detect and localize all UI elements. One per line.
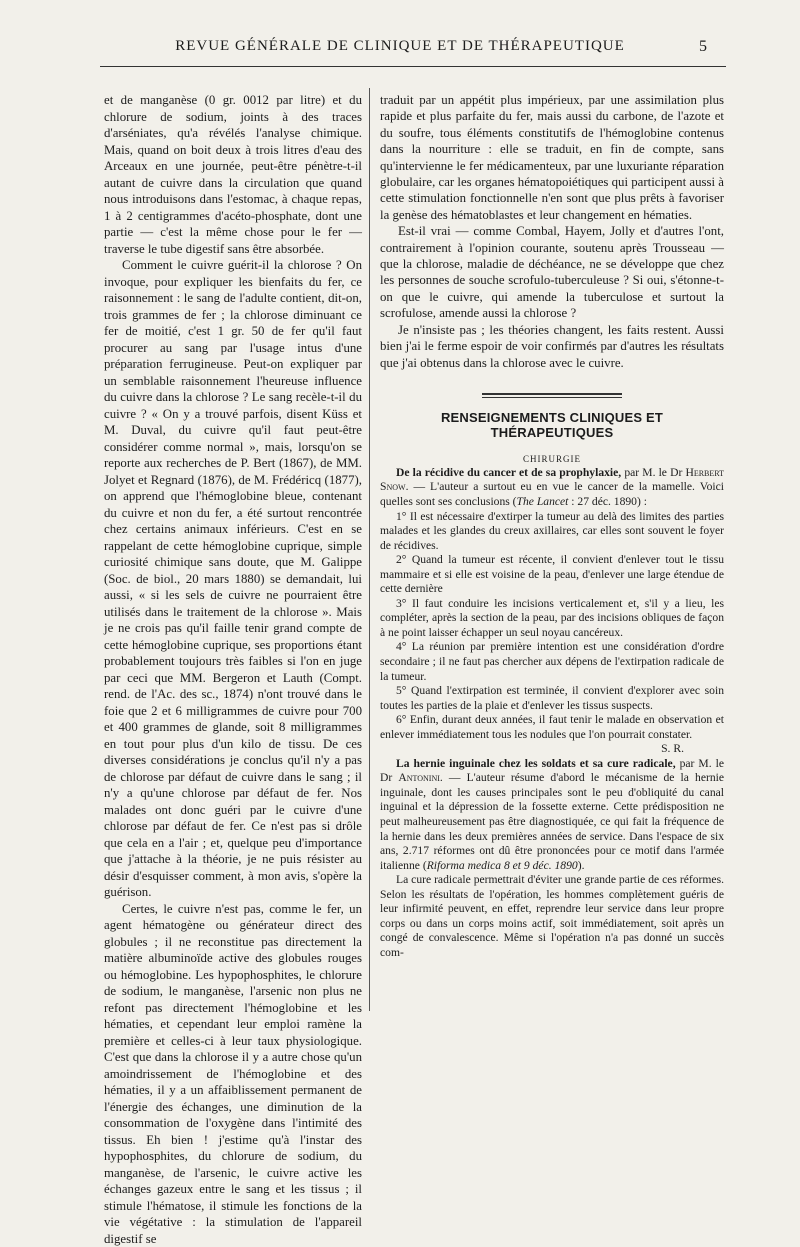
article-hernia <box>380 757 724 961</box>
article-cancer-intro-text: . — L'auteur a surtout eu en vue le cancer de la mamelle. Voici quelles sont ses conclusions ( <box>380 480 724 508</box>
article-cancer-point-4: 4° La réunion par première intention est une considération d'ordre secondaire ; il ne faut pas chercher aux dépens de l'extirpation radicale de la tumeur. <box>380 640 724 684</box>
article-hernia-author: Antonini <box>398 771 440 784</box>
article-cancer-author: Herbert Snow <box>380 466 724 494</box>
article-hernia-body: . — L'auteur résume d'abord le mécanisme de la hernie inguinale, dont les causes principales sont le peu d'obliquité du canal inguinal et la dépression de la fossette externe. Cette prédisposition ne peut malheureusement pas être diagnostiquée, ce qui fait la fréquence de la hernie dans les deux premières années de service. Dans l'espace de six ans, 2.717 réformes ont dû être prononcées pour ce motif dans l'armée italienne ( <box>380 771 724 871</box>
running-title: REVUE GÉNÉRALE DE CLINIQUE ET DE THÉRAPEUTIQUE <box>0 38 800 55</box>
left-paragraph-3: Certes, le cuivre n'est pas, comme le fer, un agent hématogène ou générateur direct des globules ; il ne reconstitue pas directement la matière albuminoïde active des globules rouges ou hémoglobine. Les hypophosphites, le chlorure de sodium, le manganèse, l'arsenic non plus ne refont pas directement l'hémoglobine et les hématies, et cependant leur emploi ramène la première et celles-ci à leur taux physiologique. C'est que dans la chlorose il y a autre chose qu'un amoindrissement de l'hémoglobine et des hématies, il y a un affaiblissement permanent de l'énergie des échanges, une diminution de la consommation de l'oxygène dans l'intimité des tissus. Eh bien ! j'estime qu'à l'instar des hypophosphites, du chlorure de sodium, du manganèse, de l'arsenic, le cuivre active les échanges gazeux entre le sang et les tissus ; il stimule l'hématose, il stimule les fonctions de la vie végétative : la stimulation de l'appareil digestif se <box>104 901 362 1247</box>
right-paragraph-3: Je n'insiste pas ; les théories changent, les faits restent. Aussi bien j'ai le ferme espoir de voir confirmés par d'autres les résultats que j'ai obtenus dans la chlorose avec le cuivre. <box>380 322 724 371</box>
article-hernia-intro <box>380 757 724 873</box>
header-rule <box>100 66 726 67</box>
column-divider <box>369 88 370 1011</box>
right-column <box>380 92 724 961</box>
section-ornament <box>482 393 622 398</box>
right-paragraph-1: traduit par un appétit plus impérieux, par une assimilation plus rapide et plus parfaite du fer, mais aussi du carbone, de l'azote et du soufre, tous éléments constitutifs de l'hémoglobine contenus dans la nourriture : elle se traduit, en fin de compte, sans qu'intervienne le fer médicamenteux, par une luxuriante réparation globulaire, car les organes hématopoiétiques qui participent aussi à cette stimulation fonctionnelle n'en sont que plus prêts à favoriser la genèse des hématoblastes et leur changement en hématies. <box>380 92 724 223</box>
article-cancer-source: The Lancet <box>517 495 569 508</box>
article-hernia-title: La hernie inguinale chez les soldats et sa cure radicale, <box>396 757 676 770</box>
article-hernia-source: Riforma medica 8 et 9 déc. 1890 <box>427 859 578 872</box>
article-cancer-point-6: 6° Enfin, durant deux années, il faut tenir le malade en observation et enlever immédiatement tous les nodules que l'on pourrait constater. <box>380 713 724 742</box>
left-column <box>104 92 362 1247</box>
article-cancer-point-3: 3° Il faut conduire les incisions verticalement et, s'il y a lieu, les compléter, après la section de la peau, par des incisions obliques de façon à ne point laisser échapper un seul noyau cancéreux. <box>380 597 724 641</box>
article-cancer <box>380 466 724 757</box>
article-cancer-signature: S. R. <box>380 742 724 757</box>
page-number: 5 <box>699 38 707 56</box>
article-hernia-byline: par M. le Dr <box>380 757 724 785</box>
right-paragraph-2: Est-il vrai — comme Combal, Hayem, Jolly et d'autres l'ont, contrairement à l'opinion courante, soutenu après Trousseau — que la chlorose, maladie de déchéance, ne se développe que chez les personnes de souche scrofulo-tuberculeuse ? Si oui, s'étonne-t-on que le cuivre, qui amende la tuberculose et surtout la scrofulose, amende aussi la chlorose ? <box>380 223 724 321</box>
section-heading: RENSEIGNEMENTS CLINIQUES ET THÉRAPEUTIQUES <box>380 410 724 440</box>
right-top-text <box>380 92 724 371</box>
article-cancer-point-2: 2° Quand la tumeur est récente, il convient d'enlever tout le tissu mammaire et si elle est voisine de la peau, d'enlever une large étendue de cette dernière <box>380 553 724 597</box>
article-hernia-paragraph-2: La cure radicale permettrait d'éviter une grande partie de ces réformes. Selon les résultats de l'opération, les hommes complètement guéris de leur infirmité peuvent, en effet, reprendre leur service dans leur propre corps ou dans un corps moins actif, soit immédiatement, soit après un congé de convalescence. Même si l'opération n'a pas donné un succès com- <box>380 873 724 960</box>
article-cancer-byline: par M. le Dr <box>621 466 685 479</box>
article-cancer-point-1: 1° Il est nécessaire d'extirper la tumeur au delà des limites des parties malades et les glandes du creux axillaires, car elles sont souvent le foyer de récidives. <box>380 510 724 554</box>
article-cancer-title: De la récidive du cancer et de sa prophylaxie, <box>396 466 621 479</box>
article-hernia-body-end: ). <box>578 859 585 872</box>
section-subheading: CHIRURGIE <box>380 454 724 464</box>
article-cancer-date: : 27 déc. 1890) : <box>568 495 647 508</box>
article-cancer-intro <box>380 466 724 510</box>
left-paragraph-2: Comment le cuivre guérit-il la chlorose ? On invoque, pour expliquer les bienfaits du fer, ce raisonnement : le sang de l'adulte contient, dit-on, trois grammes de fer ; la chlorose diminuant ce fer de moitié, c'est 1 gr. 50 de fer qu'il faut procurer au sang par l'usage intus d'une préparation ferrugineuse. Peut-on expliquer par un semblable raisonnement l'heureuse influence du cuivre dans la chlorose ? Le sang recèle-t-il du cuivre ? « On y a trouvé parfois, disent Küss et M. Duval, du cuivre qu'il faut peut-être considérer comme normal », mais, lorsqu'on se reporte aux recherches de P. Bert (1867), de MM. Jolyet et Regnard (1876), de M. Frédéricq (1877), on apprend que l'hémoglobine bleue, contenant du cuivre et non du fer, a été surtout rencontrée chez certains animaux inférieurs. C'est en se rappelant de cette hémoglobine cuprique, simple curiosité chimique sans doute, que M. Galippe (Soc. de biol., 20 mars 1880) se demandait, lui aussi, « si les sels de cuivre ne pourraient être utilisés dans le traitement de la chlorose ». Mais je ne crois pas qu'il faille tenir grand compte de cette hémoglobine cuprique, ses proportions étant probablement toujours très faibles si l'on en juge par ceci que MM. Bergeron et Lauth (Compt. rend. de l'Ac. des sc., 1874) n'ont trouvé dans le foie que 2 et 6 milligrammes de cuivre pour 700 et 400 grammes de glande, soit 8 milligrammes en tout pour plus d'un kilo de tissu. De ces diverses considérations je conclus qu'il n'y a pas de chlorose par défaut de cuivre dans le sang ; il n'y a qu'une chlorose par défaut de fer. Nos malades ont donc guéri par le cuivre d'une chlorose par défaut de fer. Ce n'est pas si drôle que cela en a l'air ; et, quelque peu d'importance que j'attache à la théorie, je ne puis résister au désir d'esquisser comment, à mon avis, s'opère la guérison. <box>104 257 362 901</box>
ornament-rule-thick <box>482 393 622 395</box>
article-cancer-point-5: 5° Quand l'extirpation est terminée, il convient d'explorer avec soin toutes les parties de la plaie et d'enlever les tissus suspects. <box>380 684 724 713</box>
ornament-rule-thin <box>482 397 622 398</box>
left-paragraph-1: et de manganèse (0 gr. 0012 par litre) et du chlorure de sodium, joints à des traces d'arséniates, qu'a révélés l'analyse chimique. Mais, quand on boit deux à trois litres d'eau des Arceaux en une journée, peut-être pénètre-t-il autant de cuivre dans la circulation que quand nous introduisons dans l'estomac, à chaque repas, 1 à 2 centigrammes d'acéto-phosphate, dont une partie — c'est la même chose pour le fer — traverse le tube digestif sans être absorbée. <box>104 92 362 257</box>
